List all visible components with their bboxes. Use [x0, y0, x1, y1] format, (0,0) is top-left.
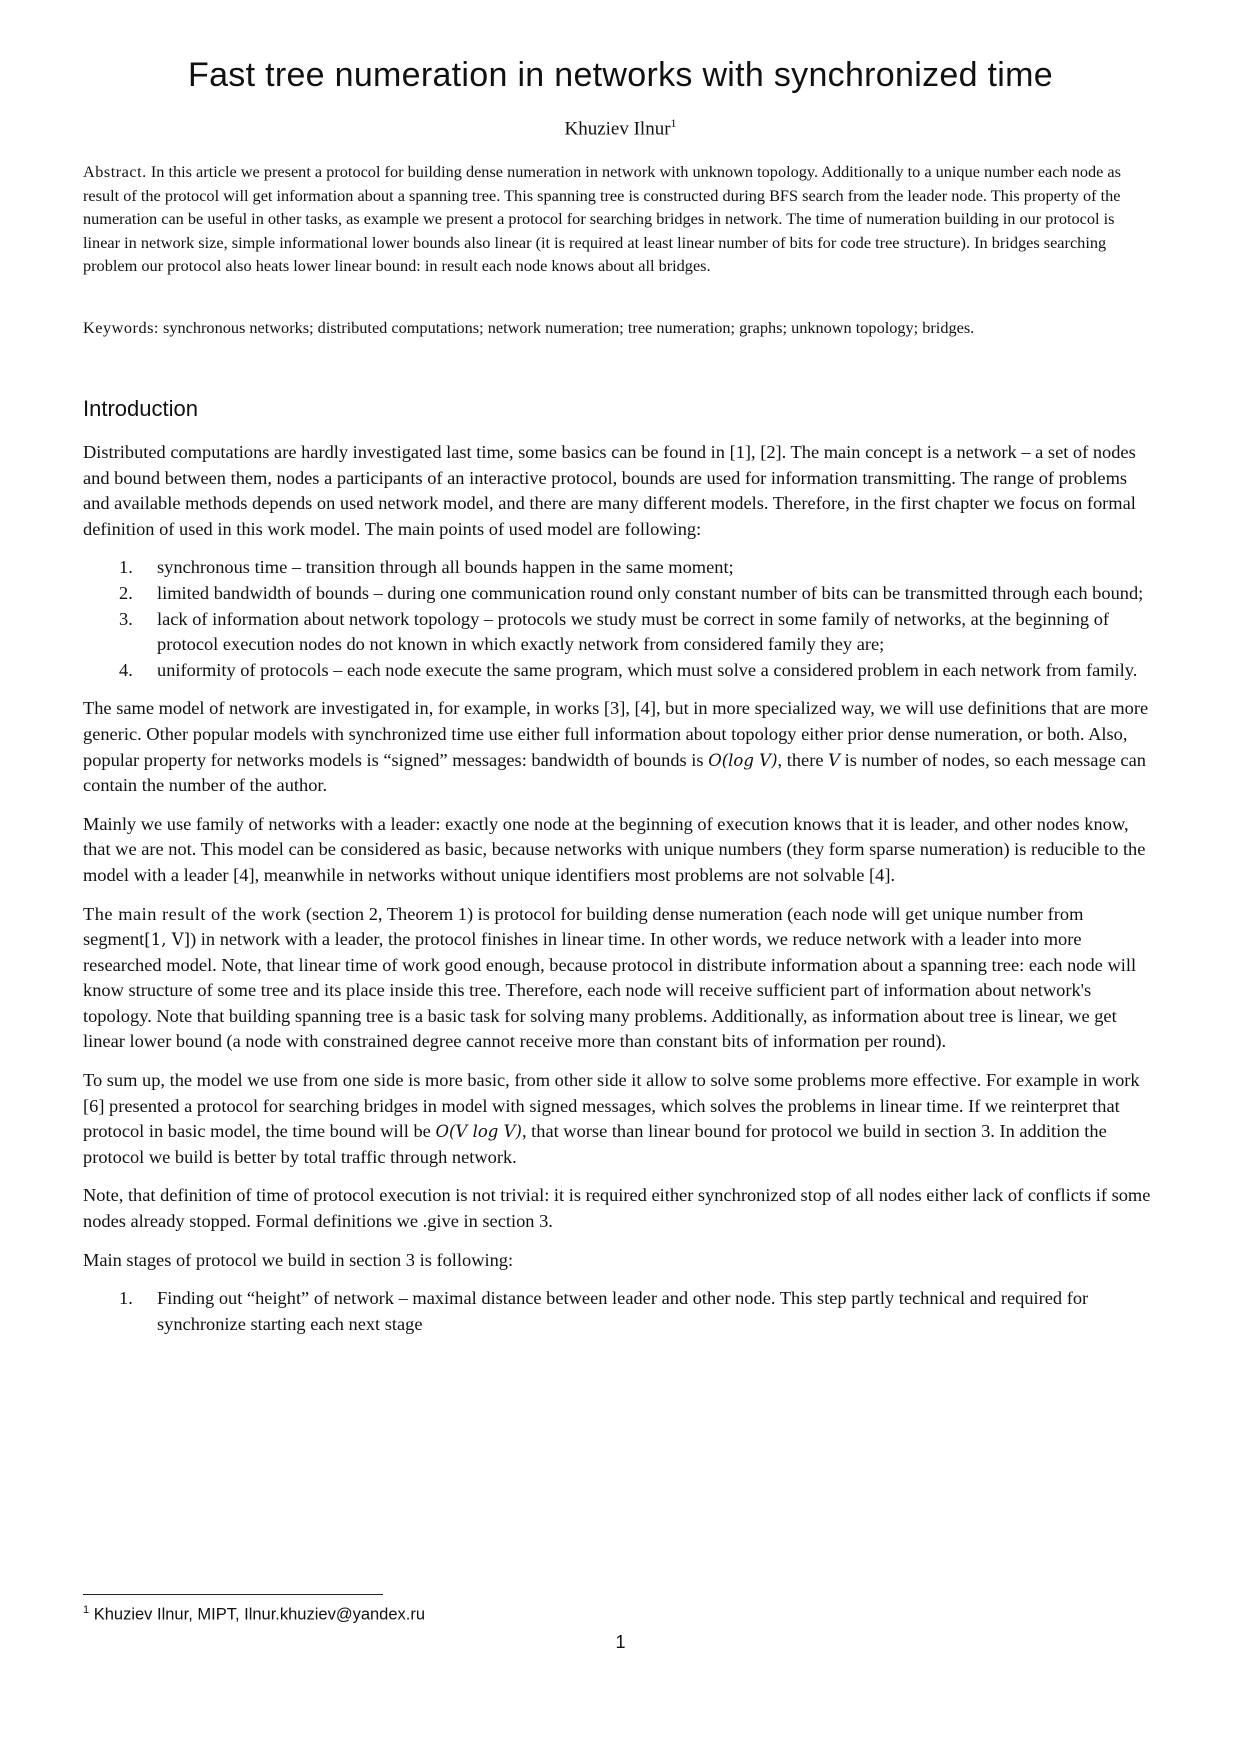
paragraph-7: Main stages of protocol we build in section 3 is following: — [83, 1249, 514, 1270]
list-item-number: 1. — [119, 557, 133, 578]
math-inline: V — [828, 750, 841, 770]
paragraph-4 — [83, 902, 1158, 1056]
main-result-lead: The main result of the work — [83, 903, 302, 924]
paragraph-2-text: is number of nodes, so each message can contain the number of the author. — [83, 749, 1146, 796]
keywords — [83, 316, 1158, 339]
math-inline: [1, V] — [144, 930, 191, 950]
list-item-number: 4. — [119, 659, 133, 680]
list-item-number: 1. — [119, 1288, 133, 1309]
author-line — [83, 116, 1158, 140]
protocol-stages-list — [83, 1286, 1158, 1337]
model-points-list — [83, 555, 1158, 683]
keywords-text: synchronous networks; distributed computations; network numeration; tree numeration; graphs; unknown topology; bridges. — [163, 318, 975, 337]
paragraph-2-text: The same model of network are investigated in, for example, in works [3], [4], but in more specialized way, we will use definitions that are more generic. Other popular models with synchronized time use either full information about topology either prior dense numeration, or both. Also, popular property for networks models is “signed” messages: bandwidth of bounds is — [83, 698, 1149, 770]
list-item-number: 3. — [119, 608, 133, 629]
paragraph-6: Note, that definition of time of protocol execution is not trivial: it is required either synchronized stop of all nodes either lack of conflicts if some nodes already stopped. Formal definitions we .give in section 3. — [83, 1185, 1151, 1232]
footnote — [83, 1604, 425, 1625]
paragraph-4-text: ) in network with a leader, the protocol finishes in linear time. In other words, we reduce network with a leader into more researched model. Note, that linear time of work good enough, because protocol in distribute information about a spanning tree: each node will know structure of some tree and its place inside this tree. Therefore, each node will receive sufficient part of information about network's topology. Note that building spanning tree is a basic task for solving many problems. Additionally, as information about tree is linear, we get linear lower bound (a node with constrained degree cannot receive more than constant bits of information per round). — [83, 929, 1137, 1052]
math-inline: O(log V) — [708, 750, 778, 770]
list-item — [119, 1286, 1158, 1337]
section-body — [83, 440, 1158, 1350]
keywords-label: Keywords: — [83, 318, 159, 337]
paragraph-5-text: , that worse than linear bound for protocol we build in section 3. In addition the protocol we build is better by total traffic through network. — [83, 1121, 1107, 1167]
math-inline: O(V log V) — [435, 1122, 522, 1142]
list-item — [119, 607, 1158, 658]
paper-title: Fast tree numeration in networks with synchronized time — [188, 56, 1053, 94]
list-item-text: uniformity of protocols – each node execute the same program, which must solve a considered problem in each network from family. — [157, 659, 1138, 680]
footnote-text: Khuziev Ilnur, MIPT, Ilnur.khuziev@yandex.ru — [93, 1605, 426, 1624]
author-name: Khuziev Ilnur — [564, 118, 671, 140]
list-item-text: limited bandwidth of bounds – during one communication round only constant number of bits can be transmitted through each bound; — [157, 582, 1144, 603]
paragraph-1: Distributed computations are hardly investigated last time, some basics can be found in [1], [2]. The main concept is a network – a set of nodes and bound between them, nodes a participants of an interactive protocol, bounds are used for information transmitting. The range of problems and available methods depends on used network model, and there are many different models. Therefore, in the first chapter we focus on formal definition of used in this work model. The main points of used model are following: — [83, 442, 1136, 539]
abstract — [83, 160, 1143, 278]
footnote-divider — [83, 1594, 383, 1595]
list-item-number: 2. — [119, 582, 133, 603]
page-number: 1 — [615, 1632, 626, 1652]
section-heading-introduction: Introduction — [83, 396, 198, 421]
author-footnote-mark: 1 — [670, 116, 677, 130]
abstract-text: In this article we present a protocol for building dense numeration in network with unknown topology. Additionally to a unique number each node as result of the protocol will get information about a spanning tree. This spanning tree is constructed during BFS search from the leader node. This property of the numeration can be useful in other tasks, as example we present a protocol for searching bridges in network. The time of numeration building in our protocol is linear in network size, simple informational lower bounds also linear (it is required at least linear number of bits for code tree structure). In bridges searching problem our protocol also heats lower linear bound: in result each node knows about all bridges. — [83, 162, 1121, 275]
paragraph-5-text: To sum up, the model we use from one side is more basic, from other side it allow to solve some problems more effective. For example in work [6] presented a protocol for searching bridges in model with signed messages, which solves the problems in linear time. If we reinterpret that protocol in basic model, the time bound will be — [83, 1070, 1140, 1142]
paragraph-3: Mainly we use family of networks with a leader: exactly one node at the beginning of execution knows that it is leader, and other nodes know, that we are not. This model can be considered as basic, because networks with unique numbers (they form sparse numeration) is reducible to the model with a leader [4], meanwhile in networks without unique identifiers most problems are not solvable [4]. — [83, 813, 1146, 885]
list-item — [119, 658, 1158, 684]
paragraph-5 — [83, 1068, 1158, 1170]
abstract-label: Abstract. — [83, 162, 147, 181]
list-item — [119, 581, 1158, 607]
footnote-mark: 1 — [83, 1604, 90, 1616]
list-item-text: lack of information about network topology – protocols we study must be correct in some family of networks, at the beginning of protocol execution nodes do not known in which exactly network from considered family they are; — [157, 608, 1110, 655]
paragraph-4-text: (section 2, Theorem 1) is protocol for building dense numeration (each node will get unique number from segment — [83, 903, 1084, 950]
paragraph-2-text: , there — [777, 749, 824, 770]
list-item-text: synchronous time – transition through all bounds happen in the same moment; — [157, 557, 734, 578]
list-item-text: Finding out “height” of network – maximal distance between leader and other node. This step partly technical and required for synchronize starting each next stage — [157, 1288, 1089, 1334]
paragraph-2 — [83, 696, 1158, 798]
list-item — [119, 555, 1158, 581]
